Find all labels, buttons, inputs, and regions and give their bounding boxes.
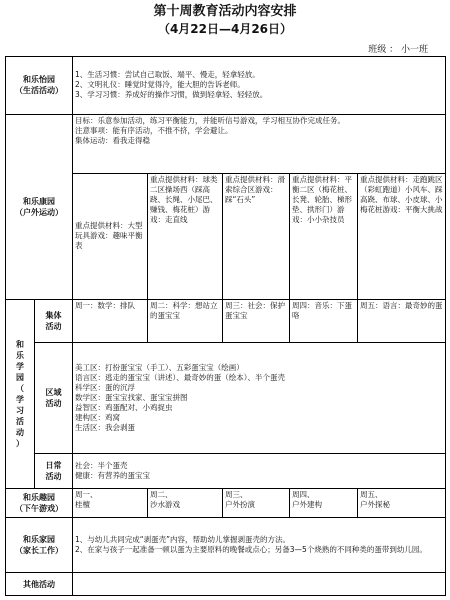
class-label: 班级 ： 小一班 [368,45,428,55]
outdoor-section-label: 和乐康园 （户外运动） [6,114,73,299]
play-day-4: 周四、 户外建构 [290,488,358,517]
group-day-5: 周五：语言：最奇妙的蛋 [358,299,446,342]
area-item: 建构区：鸡窝 [75,412,120,422]
other-row [6,573,446,596]
other-section-label: 其他活动 [6,573,73,596]
outdoor-area-2: 重点提供材料：球类二区操场西（踩高跷、长绳、小尾巴、赚钱、梅花桩）游戏：走直线 [148,174,223,299]
area-item: 数学区：蛋宝宝找家、蛋宝宝拼图 [75,392,188,402]
area-item: 语言区：逃走的蛋宝宝（讲述）、最奇妙的蛋（绘本）、半个蛋壳 [75,372,285,382]
life-content [73,57,446,115]
life-section-label: 和乐怡园 （生活活动） [6,57,73,115]
life-item: 1、生活习惯：尝试自己取饭、端平、慢走，轻拿轻放。 [75,70,260,80]
daily-activity-content [73,454,446,489]
daily-activity-row [6,454,446,489]
other-content [73,573,446,596]
outdoor-area-5: 重点提供材料：走跑跳区（彩虹跑道）小风车、踩高跷、布球、小皮球、小梅花桩游戏：平衡大挑战 [358,174,446,299]
area-item: 益智区：鸡蛋配对、小鸡捉虫 [75,402,173,412]
area-item: 科学区：蛋的沉浮 [75,382,135,392]
outdoor-area-3: 重点提供材料：滑索综合区游戏：踩“石头” [223,174,290,299]
group-day-2: 周二：科学：想站立的蛋宝宝 [148,299,223,342]
outdoor-group-game: 集体运动：看我走得稳 [75,135,150,145]
life-item: 2、文明礼仪：睡觉时觉得冷，能大胆的告诉老师。 [75,80,245,90]
daily-item: 健康：有营养的蛋宝宝 [75,470,150,480]
play-day-5: 周五、 户外探秘 [358,488,446,517]
group-activity-row [6,299,446,342]
life-item: 3、学习习惯：养成好的操作习惯，做到轻拿轻、轻轻放。 [75,90,268,100]
play-section-label: 和乐趣园 （下午游戏） [6,488,73,517]
group-day-3: 周三：社会：保护蛋宝宝 [223,299,290,342]
group-day-1: 周一：数学：排队 [73,299,148,342]
schedule-table [5,56,446,596]
area-item: 美工区：打扮蛋宝宝（手工）、五彩蛋宝宝（绘画） [75,362,244,372]
group-activity-label: 集体 活动 [35,299,73,342]
daily-item: 社会：半个蛋壳 [75,460,128,470]
home-content [73,517,446,573]
area-item: 生活区：我会剥蛋 [75,422,135,432]
home-item: 2、在家与孩子一起准备一顿以蛋为主要原料的晚餐或点心；另备3—5个烧熟的不同种类的蛋带到幼儿园。 [75,545,427,555]
outdoor-goal-row [6,114,446,174]
page-title: 第十周教育活动内容安排 [153,4,297,19]
group-day-4: 周四：音乐：下蛋咯 [290,299,358,342]
area-activity-content [73,342,446,453]
outdoor-notes: 注意事项：能有序活动，不推不挤，学会避让。 [75,125,233,135]
life-row [6,57,446,115]
outdoor-area-1: 重点提供材料：大型玩具游戏：趣味平衡表 [73,174,148,299]
outdoor-goal [73,114,446,174]
outdoor-goal-text: 目标：乐意参加活动，练习平衡能力，并能听信号游戏，学习相互协作完成任务。 [75,115,345,125]
home-section-label: 和乐家园 （家长工作） [6,517,73,573]
home-item: 1、与幼儿共同完成“剥蛋壳”内容，帮助幼儿掌握剥蛋壳的方法。 [75,535,291,545]
play-day-2: 周二、 沙水游戏 [148,488,223,517]
learning-section-label: 和 乐 学 园 （ 学 习 活 动 ） [6,299,35,488]
play-day-1: 周一、 桂檀 [73,488,148,517]
play-row [6,488,446,517]
outdoor-area-4: 重点提供材料：平衡二区（梅花桩、长凳、轮胎、梯形垫、拱形门）游戏：小小杂技员 [290,174,358,299]
area-activity-row [6,342,446,453]
home-row [6,517,446,573]
area-activity-label: 区域 活动 [35,342,73,453]
daily-activity-label: 日常 活动 [35,454,73,489]
date-range: （4月22日—4月26日） [157,22,293,36]
play-day-3: 周三、 户外扮演 [223,488,290,517]
